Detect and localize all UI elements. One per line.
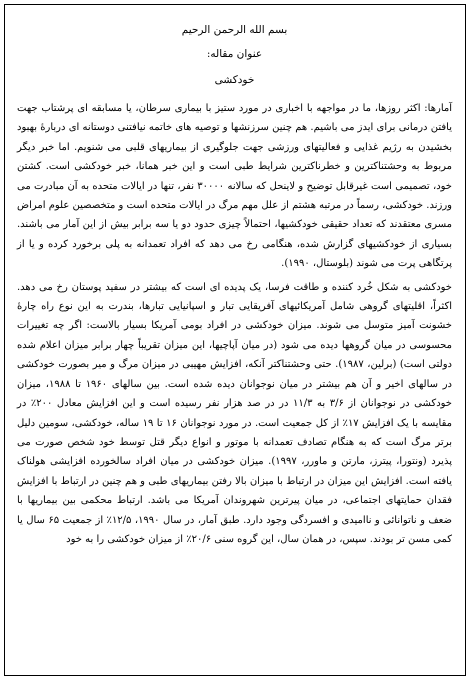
- bismillah-line: بسم الله الرحمن الرحيم: [181, 24, 288, 36]
- article-title: خودکشی: [214, 74, 255, 86]
- document-page: [4, 4, 466, 676]
- article-heading-label: عنوان مقاله:: [206, 48, 263, 60]
- paragraph-statistics: آمارها: اکثر روزها، ما در مواجهه با اخباری در مورد ستیز با بیماری سرطان، یا مسابقه ای پرشتاب جهت یافتن درمانی برای ایدز می باشیم. هم چنین سرزنشها و توصیه های خاتمه نیافتنی دوستانه ای دربارهٔ بهبود بخشیدن به رژیم غذایی و فعالیتهای ورزشی جهت جلوگیری از بیماریهای قلبی می شنویم. اما خبر دیگر مربوط به وحشتناکترین و خطرناکترین شرایط طبی است و این خبر همانا، خبر خودکشی است. کشتن خود، تصمیمی است غیرقابل توضیح و لاینحل که سالانه ۳۰۰۰۰ نفر، تنها در ایالات متحده به آن مبادرت می ورزند. خودکشی، رسماً در مرتبه هشتم از علل مهم مرگ در ایالات متحده است و متخصصین علوم امراض مسری معتقدند که تعداد حقیقی خودکشیها، احتمالاً چیزی حدود دو یا سه برابر بیش از این آمار می باشند. بسیاری از خودکشیهای گزارش شده، هنگامی رخ می دهد که افراد تعمدانه به پلی برخورد کرده و یا از پرتگاهی پرت می شوند (بلوستال، ۱۹۹۰).: [17, 103, 452, 270]
- paragraph-demographics: خودکشی به شکل خُرد کننده و طاقت فرسا، یک پدیده ای است که بیشتر در سفید پوستان رخ می دهد. اکثراً، اقلیتهای گروهی شامل آمریکائیهای آفریقایی تبار و اسپانیایی تبارها، بندرت به این نوع راه چارهٔ خشونت آمیز متوسل می شوند. میزان خودکشی در افراد بومی آمریکا بسیار بالاست: اگر چه تغییرات محسوسی در میان گروهها دیده می شود (در میان آپاچیها، این میزان تقریباً چهار برابر میزان اعلام شده دولتی است) (برلین، ۱۹۸۷). حتی وحشتناکتر آنکه، افزایش مهیبی در میزان مرگ و میر بصورت خودکشی در سالهای اخیر و آن هم بیشتر در میان نوجوانان دیده شده است. بین سالهای ۱۹۶۰ تا ۱۹۸۸، میزان خودکشی در نوجوانان از ۳/۶ به ۱۱/۳ در در صد هزار نفر رسیده است و این افزایش معادل ۲۰۰٪ در مقایسه با یک افزایش ۱۷٪ از کل جمعیت است. در مورد نوجوانان ۱۶ تا ۱۹ ساله، خودکشی، سومین دلیل برتر مرگ است که به هنگام تصادف تعمدانه با موتور و انواع دیگر قتل توسط خود شخص صورت می پذیرد (ونتورا، پیترز، مارتن و ماورر، ۱۹۹۷). میزان خودکشی در میان افراد سالخورده افزایشی هولناک یافته است. افزایش این میزان در ارتباط با میزان بالا رفتن بیماریهای طبی و هم چنین در ارتباط با افزایش فقدان حمایتهای اجتماعی، در میان پیرترین شهروندان آمریکا می باشد. ارتباط محکمی بین بیماریها با ضعف و ناتوانائی و ناامیدی و افسردگی وجود دارد. طبق آمار، در سال ۱۹۹۰، ۱۲/۵٪ از جمعیت ۶۵ سال یا کمی مسن تر بودند. سپس، در همان سال، این گروه سنی ۲۰/۶٪ از میزان خودکشی را به خود: [17, 281, 453, 545]
